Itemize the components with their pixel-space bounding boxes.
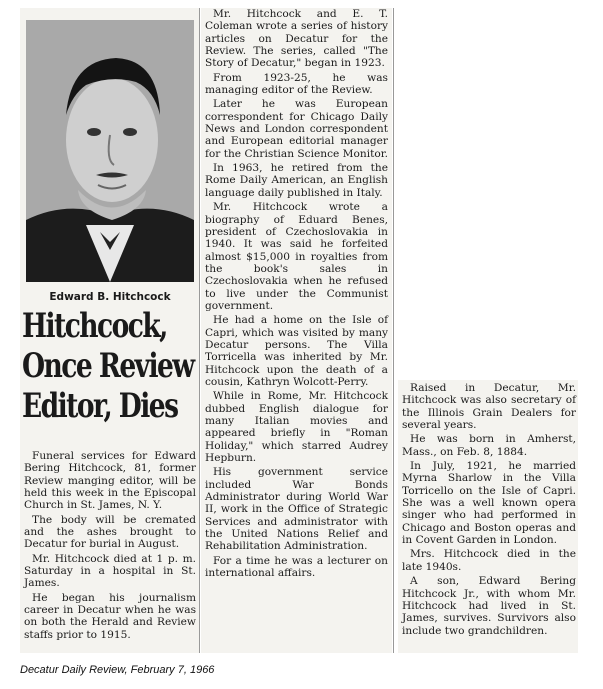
paragraph: For a time he was a lecturer on international affairs.: [205, 554, 388, 580]
headline-line: Editor, Dies: [22, 386, 178, 426]
paragraph: From 1923-25, he was managing editor of the Review.: [205, 71, 388, 97]
source-citation: Decatur Daily Review, February 7, 1966: [20, 664, 215, 676]
headline-line: Once Review: [22, 346, 194, 386]
paragraph: The body will be cremated and the ashes brought to Decatur for burial in August.: [24, 513, 196, 551]
paragraph: Raised in Decatur, Mr. Hitchcock was also secretary of the Illinois Grain Dealers for several years.: [402, 382, 576, 432]
paragraph: Mrs. Hitchcock died in the late 1940s.: [402, 548, 576, 573]
paragraph: He was born in Amherst, Mass., on Feb. 8, 1884.: [402, 433, 576, 458]
paragraph: His government service included War Bonds Administrator during World War II, work in the Office of Strategic Services and administrator with the United Nations Relief and Rehabilitation Administration.: [205, 466, 388, 553]
photo-caption: Edward B. Hitchcock: [49, 291, 171, 303]
paragraph: In 1963, he retired from the Rome Daily American, an English language daily published in Italy.: [205, 162, 388, 199]
column-rule: [393, 8, 394, 653]
headline-line: Hitchcock,: [22, 306, 167, 346]
column-rule: [199, 8, 200, 653]
article-column-left: [24, 450, 196, 641]
article-column-right: [402, 382, 576, 637]
paragraph: He had a home on the Isle of Capri, which was visited by many Decatur persons. The Villa Torricella was inherited by Mr. Hitchcock upon the death of a cousin, Kathryn Wolcott-Perry.: [205, 314, 388, 388]
portrait-photo: [26, 20, 194, 282]
paragraph: While in Rome, Mr. Hitchcock dubbed English dialogue for many Italian movies and appeared briefly in "Roman Holiday," which starred Audrey Hepburn.: [205, 390, 388, 465]
paragraph: Mr. Hitchcock wrote a biography of Eduard Benes, president of Czechoslovakia in 1940. It was said he forfeited almost $15,000 in royalties from the book's sales in Czechoslovakia when he refused to live under the Communist government.: [205, 201, 388, 312]
paragraph: A son, Edward Bering Hitchcock Jr., with whom Mr. Hitchcock had lived in St. James, survives. Survivors also include two grandchildren.: [402, 575, 576, 637]
paragraph: Later he was European correspondent for Chicago Daily News and London correspondent and European editorial manager for the Christian Science Monitor.: [205, 98, 388, 160]
headline: [22, 306, 194, 426]
paragraph: In July, 1921, he married Myrna Sharlow in the Villa Torricello on the Isle of Capri. She was a well known opera singer who had performed in Chicago and Boston operas and in Covent Garden in London.: [402, 460, 576, 547]
paragraph: Mr. Hitchcock and E. T. Coleman wrote a series of history articles on Decatur for the Review. The series, called "The Story of Decatur," began in 1923.: [205, 8, 388, 70]
paragraph: Mr. Hitchcock died at 1 p. m. Saturday in a hospital in St. James.: [24, 552, 196, 590]
article-column-middle: [205, 8, 388, 579]
paragraph: Funeral services for Edward Bering Hitchcock, 81, former Review manging editor, will be held this week in the Episcopal Church in St. James, N. Y.: [24, 450, 196, 512]
paragraph: He began his journalism career in Decatur when he was on both the Herald and Review staffs prior to 1915.: [24, 591, 196, 641]
